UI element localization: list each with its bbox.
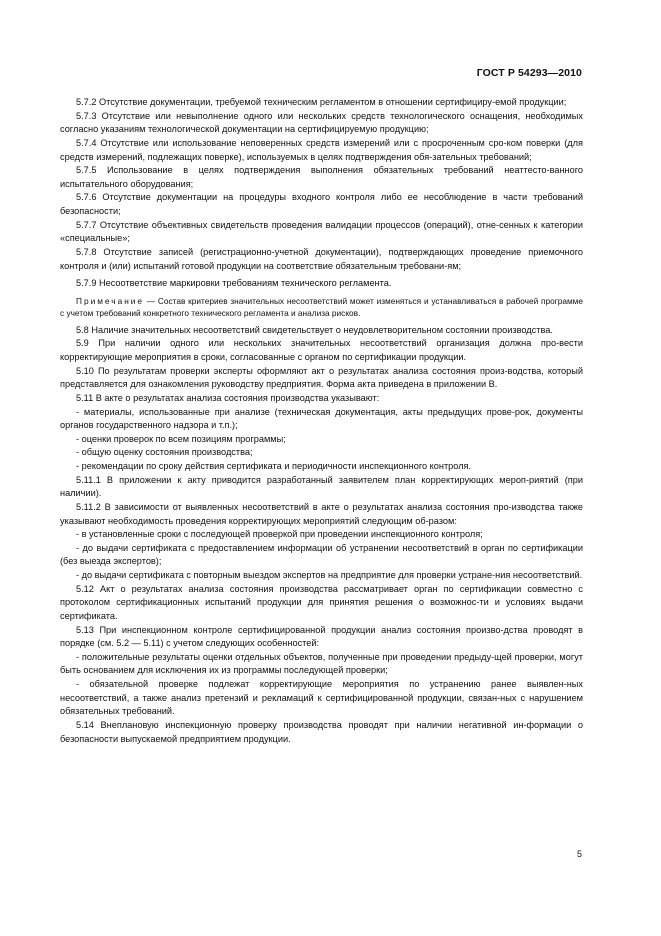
list-item: - до выдачи сертификата с предоставлением информации об устранении несоответствий в орган по сертификации (без выезда экспертов); [60,542,583,567]
clause-5-7-4: 5.7.4 Отсутствие или использование неповеренных средств измерений или с просроченным сро-ком поверки (для средств измерений, подлежащих поверке), используемых в целях подтверждения обя-зательных требований; [60,137,583,162]
list-item: - обязательной проверке подлежат корректирующие мероприятия по устранению ранее выявлен-ных несоответствий, а также анализ претензий и рекламаций к сертифицированной продукции, связан-ных с нарушением обязательных требований. [60,679,583,717]
clause-5-12: 5.12 Акт о результатах анализа состояния производства рассматривает орган по сертификации совместно с протоколом сертификационных испытаний продукции для принятия решения о возможнос-ти и условиях выдачи сертификата. [60,583,583,621]
document-code: ГОСТ Р 54293—2010 [476,67,582,79]
clause-5-7-6: 5.7.6 Отсутствие документации на процедуры входного контроля либо ее несоблюдение в части требований безопасности; [60,192,583,216]
list-item: - общую оценку состояния производства; [76,447,253,458]
note-text: — Состав критериев значительных несоответствий может изменяться и устанавливаться в рабочей программе с учетом требований конкретного технического регламента и анализа рисков. [60,295,583,318]
list-item: - материалы, использованные при анализе (техническая документация, акты предыдущих прове-рок, документы органов государственного надзора и т.п.); [60,406,583,431]
list-item: - в установленные сроки с последующей проверкой при проведении инспекционного контроля; [76,529,483,540]
page-number: 5 [576,849,582,859]
document-body [60,96,583,746]
list-item: - рекомендации по сроку действия сертификата и периодичности инспекционного контроля. [76,461,472,471]
clause-5-9: 5.9 При наличии одного или нескольких значительных несоответствий организация должна про-вести корректирующие мероприятия в сроки, согласованные с органом по сертификации продукции. [60,338,583,362]
clause-5-11: 5.11 В акте о результатах анализа состояния производства указывают: [76,392,380,403]
clause-5-10: 5.10 По результатам проверки эксперты оформляют акт о результатах анализа состояния произ-водства, который представляется для ознакомления руководству предприятия. Форма акта приведена в приложении В. [60,365,583,390]
note-label: Примечание [76,295,145,306]
clause-5-7-7: 5.7.7 Отсутствие объективных свидетельств проведения валидации процессов (операций), отне-сенных к категории «специальные»; [60,219,583,244]
clause-5-8: 5.8 Наличие значительных несоответствий свидетельствует о неудовлетворительном состоянии производства. [76,324,553,335]
clause-5-13: 5.13 При инспекционном контроле сертифицированной продукции анализ состояния произво-дства проводят в порядке (см. 5.2 — 5.11) с учетом следующих особенностей: [60,624,583,649]
clause-5-7-9: 5.7.9 Несоответствие маркировки требованиям технического регламента. [76,278,392,289]
clause-5-14: 5.14 Внеплановую инспекционную проверку производства проводят при наличии негативной ин-формации о безопасности выпускаемой предприятием продукции. [60,719,583,744]
list-item: - положительные результаты оценки отдельных объектов, полученные при проведении предыду-щей проверки, могут быть основанием для исключения их из программы последующей проверки; [60,651,583,676]
list-item: - оценки проверок по всем позициям программы; [76,433,286,444]
clause-5-11-1: 5.11.1 В приложении к акту приводится разработанный заявителем план корректирующих мероп-риятий (при наличии). [60,474,583,499]
list-item: - до выдачи сертификата с повторным выездом экспертов на предприятие для проверки устране-ния несоответствий. [76,570,583,580]
note [60,295,583,319]
clause-5-7-3: 5.7.3 Отсутствие или невыполнение одного или нескольких средств технологического оснащения, необходимых согласно указаниям технологической документации на сертифицируемую продукцию; [60,110,583,135]
clause-5-7-5: 5.7.5 Использование в целях подтверждения выполнения обязательных требований неаттесто-ванного испытательного оборудования; [60,165,583,189]
clause-5-7-2: 5.7.2 Отсутствие документации, требуемой техническим регламентом в отношении сертифициру-емой продукции; [76,97,567,107]
clause-5-11-2: 5.11.2 В зависимости от выявленных несоответствий в акте о результатах анализа состояния про-изводства также указывают необходимость проведения корректирующих мероприятий следующим об-разом: [60,501,583,526]
clause-5-7-8: 5.7.8 Отсутствие записей (регистрационно-учетной документации), подтверждающих проведение приемочного контроля и (или) испытаний готовой продукции на соответствие обязательным требовани-ям; [60,246,583,271]
